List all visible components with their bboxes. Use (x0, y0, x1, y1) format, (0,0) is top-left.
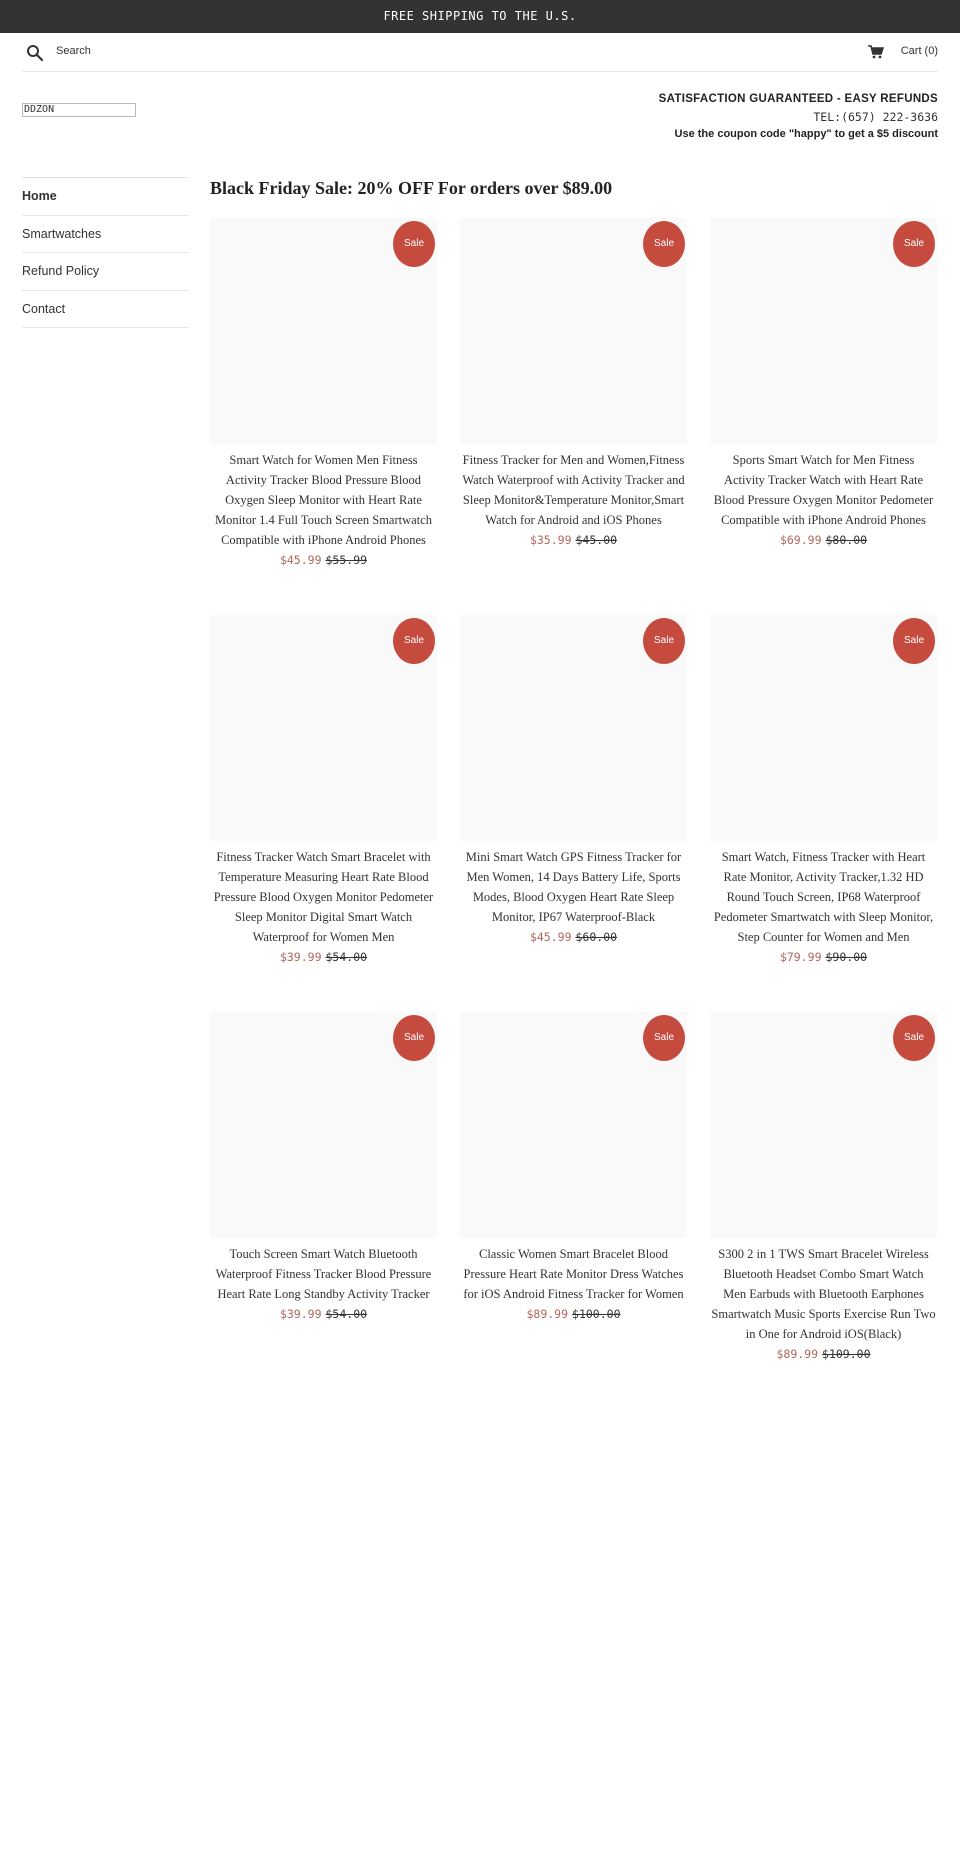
product-prices (210, 1304, 437, 1324)
product-title[interactable]: Fitness Tracker Watch Smart Bracelet with Temperature Measuring Heart Rate Blood Pressure Blood Oxygen Monitor Pedometer Sleep Monitor Digital Smart Watch Waterproof for Women Men (213, 850, 434, 944)
compare-price: $109.00 (822, 1347, 871, 1361)
product-title[interactable]: Fitness Tracker for Men and Women,Fitness Watch Waterproof with Activity Tracker and Sleep Monitor&Temperature Monitor,Smart Watch for Android and iOS Phones (462, 453, 685, 527)
product-title[interactable]: Smart Watch, Fitness Tracker with Heart Rate Monitor, Activity Tracker,1.32 HD Round Touch Screen, IP68 Waterproof Pedometer Smartwatch with Sleep Monitor, Step Counter for Women and Men (713, 850, 934, 944)
product-prices (710, 947, 937, 967)
product-prices (210, 550, 437, 570)
announcement-bar (0, 0, 960, 33)
site-logo[interactable]: DDZON (22, 103, 136, 117)
compare-price: $80.00 (825, 533, 868, 547)
search-icon[interactable] (26, 44, 44, 62)
product-image[interactable] (710, 615, 937, 841)
sale-badge: Sale (643, 1015, 685, 1061)
product-title[interactable]: Sports Smart Watch for Men Fitness Activity Tracker Watch with Heart Rate Blood Pressure Oxygen Monitor Pedometer Compatible with iPhone Android Phones (713, 453, 934, 527)
sidebar-item-refund-policy[interactable]: Refund Policy (22, 253, 188, 291)
coupon-text: Use the coupon code "happy" to get a $5 discount (674, 128, 938, 140)
product-card[interactable] (460, 1012, 687, 1324)
product-title[interactable]: Mini Smart Watch GPS Fitness Tracker for Men Women, 14 Days Battery Life, Sports Modes, Blood Oxygen Heart Rate Sleep Monitor, IP67 Waterproof-Black (465, 850, 682, 924)
sidebar-item-contact[interactable]: Contact (22, 291, 188, 329)
product-card[interactable] (460, 615, 687, 947)
product-title[interactable]: S300 2 in 1 TWS Smart Bracelet Wireless Bluetooth Headset Combo Smart Watch Men Earbuds with Bluetooth Earphones Smartwatch Music Sports Exercise Run Two in One for Android iOS(Black) (711, 1247, 936, 1341)
cart-icon[interactable] (868, 45, 884, 59)
product-card[interactable] (210, 615, 437, 967)
sale-price: $89.99 (776, 1347, 819, 1361)
sale-price: $89.99 (526, 1307, 569, 1321)
product-card[interactable] (210, 1012, 437, 1324)
product-image[interactable] (710, 218, 937, 444)
product-title[interactable]: Smart Watch for Women Men Fitness Activity Tracker Blood Pressure Blood Oxygen Sleep Monitor with Heart Rate Monitor 1.4 Full Touch Screen Smartwatch Compatible with iPhone Android Phones (215, 453, 432, 547)
compare-price: $45.00 (575, 533, 618, 547)
product-image[interactable] (210, 1012, 437, 1238)
sidebar-nav (22, 177, 188, 328)
announcement-text: FREE SHIPPING TO THE U.S. (383, 9, 577, 23)
product-image[interactable] (460, 1012, 687, 1238)
compare-price: $60.00 (575, 930, 618, 944)
product-image[interactable] (460, 218, 687, 444)
sale-price: $35.99 (529, 533, 572, 547)
compare-price: $54.00 (325, 1307, 368, 1321)
collection-title: Black Friday Sale: 20% OFF For orders over $89.00 (210, 178, 613, 198)
sale-badge: Sale (893, 618, 935, 664)
product-image[interactable] (210, 615, 437, 841)
compare-price: $55.99 (325, 553, 368, 567)
top-bar (22, 33, 938, 72)
product-card[interactable] (210, 218, 437, 570)
product-prices (210, 947, 437, 967)
product-image[interactable] (460, 615, 687, 841)
cart-link[interactable]: Cart (0) (900, 45, 938, 57)
sale-price: $45.99 (529, 930, 572, 944)
product-prices (460, 530, 687, 550)
sale-price: $45.99 (279, 553, 322, 567)
product-prices (460, 927, 687, 947)
sidebar-item-home[interactable]: Home (22, 178, 188, 216)
sale-price: $79.99 (779, 950, 822, 964)
sale-badge: Sale (643, 221, 685, 267)
product-card[interactable] (460, 218, 687, 550)
sale-badge: Sale (893, 1015, 935, 1061)
product-prices (460, 1304, 687, 1324)
sale-badge: Sale (393, 221, 435, 267)
sale-badge: Sale (643, 618, 685, 664)
phone-text: TEL:(657) 222-3636 (813, 110, 938, 124)
product-card[interactable] (710, 1012, 937, 1364)
sale-badge: Sale (393, 618, 435, 664)
product-title[interactable]: Classic Women Smart Bracelet Blood Pressure Heart Rate Monitor Dress Watches for iOS Android Fitness Tracker for Women (463, 1247, 684, 1301)
product-title[interactable]: Touch Screen Smart Watch Bluetooth Waterproof Fitness Tracker Blood Pressure Heart Rate Long Standby Activity Tracker (215, 1247, 432, 1301)
compare-price: $90.00 (825, 950, 868, 964)
sidebar-item-smartwatches[interactable]: Smartwatches (22, 216, 188, 254)
header-info (659, 93, 938, 145)
product-prices (710, 1344, 937, 1364)
search-input[interactable]: Search (56, 45, 91, 57)
sale-price: $39.99 (279, 950, 322, 964)
product-image[interactable] (210, 218, 437, 444)
compare-price: $100.00 (572, 1307, 621, 1321)
sale-price: $39.99 (279, 1307, 322, 1321)
product-card[interactable] (710, 218, 937, 550)
product-card[interactable] (710, 615, 937, 967)
sale-badge: Sale (393, 1015, 435, 1061)
guarantee-text: SATISFACTION GUARANTEED - EASY REFUNDS (658, 93, 938, 105)
product-prices (710, 530, 937, 550)
sale-badge: Sale (893, 221, 935, 267)
sale-price: $69.99 (779, 533, 822, 547)
compare-price: $54.00 (325, 950, 368, 964)
product-image[interactable] (710, 1012, 937, 1238)
